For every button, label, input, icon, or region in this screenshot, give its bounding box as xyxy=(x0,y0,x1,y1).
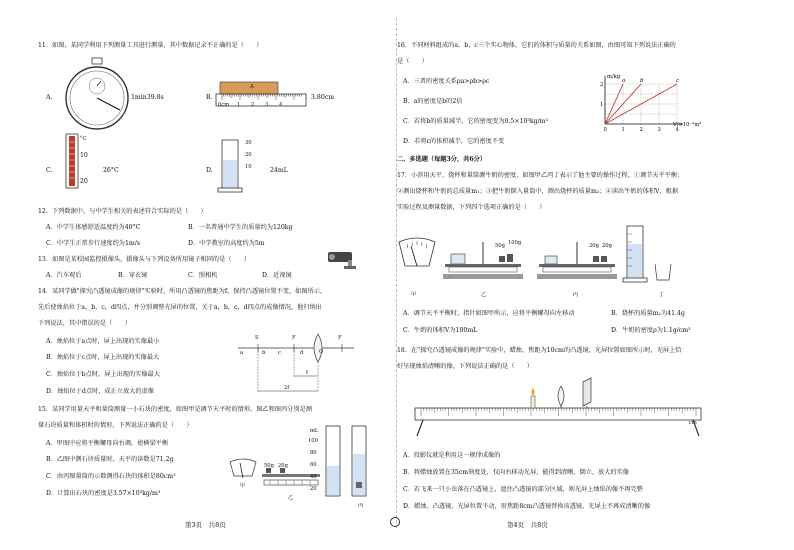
right-footer: 第4页 共8页 xyxy=(507,521,548,529)
chart-x-tick-1: 1 xyxy=(621,127,625,133)
cyl-15-tick-60: 60 xyxy=(310,462,317,468)
ruler-block-label: A xyxy=(250,84,254,90)
q11-option-b-value: 3.80cm xyxy=(311,94,335,101)
q16-stem-line2: 是（ ） xyxy=(397,58,428,65)
q11-option-d-label: D. xyxy=(206,167,213,174)
chart-x-tick-3: 3 xyxy=(657,127,661,133)
cyl-d-tick-10: 10 xyxy=(245,164,252,170)
chart-y-tick-2: 2 xyxy=(600,82,604,88)
ruler-tick-3: 3 xyxy=(265,102,269,108)
q17-balance-bing xyxy=(535,232,619,282)
q17-fig-jia: 甲 xyxy=(411,292,417,298)
lens-point-d: d xyxy=(300,350,304,356)
q12-option-d: D．中学教室的高度约为5m xyxy=(188,240,265,247)
q11-option-a-label: A. xyxy=(46,94,53,101)
lens-point-a: a xyxy=(240,350,244,356)
q17-stem-line2: ②测出烧杯和牛奶的总质量m₁；③把牛奶倒入量筒中，测出烧杯的质量m₂；④读出牛奶的体积V，根据 xyxy=(397,188,679,195)
balance-pointer-scale xyxy=(228,458,258,480)
q17-fig-bing: 丙 xyxy=(573,292,579,298)
lens-point-b: b xyxy=(262,350,266,356)
q15-option-d: D．计算出石块的密度是3.57×10³kg/m³ xyxy=(46,490,161,497)
q13-option-d: D．近视镜 xyxy=(262,272,292,279)
q16-option-a: A．三者的密度关系ρa>ρb>ρc xyxy=(403,78,490,85)
q17-cylinder-and-beaker xyxy=(623,224,675,286)
chart-y-label: m/kg xyxy=(607,74,621,80)
q17-pointer-scale xyxy=(397,236,437,272)
cyl-15-tick-80: 80 xyxy=(310,450,317,456)
q15-option-a: A．甲图中应将平衡螺母向右调，使横梁平衡 xyxy=(46,440,169,447)
cyl-d-tick-30: 30 xyxy=(245,140,252,146)
cyl-d-tick-20: 20 xyxy=(245,152,252,158)
q15-option-c: C．由丙图量筒的示数测得石块的体积是80cm³ xyxy=(46,473,176,480)
stopwatch-figure xyxy=(58,58,138,138)
lens-label-f-dim: f xyxy=(306,370,308,376)
q17-weight-20g-b: 20g xyxy=(602,243,612,249)
q11-option-c-label: C. xyxy=(46,167,53,174)
lens-axis-diagram xyxy=(236,332,356,402)
q18-stem: 18．在"探究凸透镜成像的规律"实验中，蜡烛、焦距为10cm的凸透镜、光屏位置如图所示时，光屏上恰 xyxy=(397,347,682,354)
q12-option-c: C．中学生正常步行速度约为1m/s xyxy=(46,240,141,247)
fig-jia-label: 甲 xyxy=(240,483,246,489)
q17-weight-20g-a: 20g xyxy=(589,243,599,249)
ruler-tick-1: 1 xyxy=(237,102,241,108)
q12-option-a: A．中学生体感舒适温度约为40°C xyxy=(46,224,141,231)
q11-stem: 11．如图，某同学利用下列测量工具进行测量，其中数据记录不正确的是（ ） xyxy=(38,42,263,49)
lens-label-f-left: F xyxy=(292,335,296,341)
q11-option-a-value: 1min39.8s xyxy=(131,94,164,101)
lens-label-o: O xyxy=(319,349,324,355)
q17-stem-line3: 实验过程及测量数据，下列四个选项正确的是（ ） xyxy=(397,204,546,211)
q14-option-a: A．烛焰位于a点时，屏上出现的实像最小 xyxy=(46,338,160,345)
q17-option-b: B．烧杯的质量m₂为41.4g xyxy=(611,310,685,317)
q18-option-a: A．投影仪就是利用这一规律成像的 xyxy=(403,452,501,459)
graduated-cylinders-15 xyxy=(322,424,372,502)
q11-option-d-value: 24mL xyxy=(270,167,288,174)
chart-x-tick-2: 2 xyxy=(639,127,643,133)
lens-label-s: S xyxy=(255,335,259,341)
weight-20g: 20g xyxy=(278,463,288,469)
q13-option-c: C．照相机 xyxy=(188,272,218,279)
thermometer-tick-20: 20 xyxy=(80,178,88,185)
q14-option-b: B．烛焰位于c点时，屏上出现的实像最大 xyxy=(46,354,160,361)
q11-option-b-label: B. xyxy=(206,94,213,101)
chart-x-label: V/×10⁻³m³ xyxy=(673,122,702,128)
mass-volume-chart xyxy=(597,72,702,134)
lens-label-2f-dim: 2f xyxy=(284,385,290,391)
left-footer: 第3页 共8页 xyxy=(185,521,226,529)
q13-option-b: B．穿衣镜 xyxy=(118,272,148,279)
q14-option-c: C．烛焰位于b点时，屏上出现的实像最大 xyxy=(46,371,160,378)
q14-option-d: D．烛焰位于d点时，成正立放大的虚像 xyxy=(46,388,154,395)
q17-weight-100g: 100g xyxy=(508,240,522,246)
chart-series-c-label: c xyxy=(676,78,680,84)
cyl-15-unit: mL xyxy=(310,428,319,434)
q12-option-b: B．一名普通中学生的质量约为120kg xyxy=(188,224,293,231)
q13-stem: 13．如图是某校园监控摄像头，摄像头与下列设备所用镜子相同的是（ ） xyxy=(38,256,251,263)
q18-option-c: C．若飞来一只小虫落在凸透镜上，遮住凸透镜的部分区域，则光屏上烛焰的像不再完整 xyxy=(403,486,643,493)
right-page xyxy=(397,0,794,550)
q12-stem: 12．下列数据中，与中学生相关的表述符合实际的是（ ） xyxy=(38,208,207,215)
q17-option-c: C．牛奶的体积V为100mL xyxy=(403,327,478,334)
lens-point-c: c xyxy=(278,350,281,356)
fig-yi-label: 乙 xyxy=(288,495,294,501)
q16-stem: 16．不同材料组成的a、b、c三个实心物体，它们的体积与质量的关系如图，由图可知下列说法正确的 xyxy=(397,42,676,49)
q15-stem: 15．某同学用量天平和量筒测量一小石块的密度，如图甲是调节天平时的情形，图乙和图丙分别是测 xyxy=(38,406,312,413)
q16-option-d: D．若将c的体积减半，它的密度不变 xyxy=(403,138,505,145)
thermometer-unit: °C xyxy=(80,136,87,142)
q16-option-c: C．若将b的质量减半，它的密度变为0.5×10³kg/m³ xyxy=(403,118,549,125)
ruler-tick-2: 2 xyxy=(251,102,255,108)
chart-x-tick-4: 4 xyxy=(675,127,679,133)
ruler-tick-4: 4 xyxy=(279,102,283,108)
cyl-15-tick-40: 40 xyxy=(310,474,317,480)
chart-series-b-label: b xyxy=(640,78,644,84)
q17-fig-yi: 乙 xyxy=(481,292,487,298)
ruler-figure xyxy=(216,80,311,110)
camera-icon xyxy=(326,248,360,270)
q18-stem-line2: 好呈现烛焰清晰的像，下列说法正确的是（ ） xyxy=(397,363,534,370)
section-multiple-choice: 二、多选题（每题3分，共6分） xyxy=(397,156,487,163)
thermometer-figure xyxy=(64,132,80,190)
weight-50g: 50g xyxy=(264,463,274,469)
optical-bench-diagram xyxy=(411,378,707,444)
q18-option-b: B．将蜡烛放置在35cm刻度处，仅向右移动光屏，能得到清晰、倒立、放大的实像 xyxy=(403,469,629,476)
lens-label-f-right: F xyxy=(338,335,342,341)
thermometer-tick-10: 10 xyxy=(80,152,88,159)
ruler-tick-0: 0cm xyxy=(218,102,230,108)
chart-series-a-label: a xyxy=(622,78,626,84)
q18-option-d: D．蜡烛、凸透镜、光屏位置不动，用焦距8cm凸透镜替换该透镜，光屏上不再成清晰的像 xyxy=(403,503,651,510)
q17-option-a: A．调节天平平衡时，指针如图甲所示，应将平衡螺母向左移动 xyxy=(403,310,575,317)
cyl-15-tick-100: 100 xyxy=(308,438,318,444)
fig-bing-label: 丙 xyxy=(358,503,364,509)
q17-fig-ding: 丁 xyxy=(659,292,665,298)
bench-unit: cm xyxy=(689,420,697,426)
q17-option-d: D．牛奶的密度ρ为1.1g/cm³ xyxy=(611,327,691,334)
chart-x-tick-0: 0 xyxy=(603,127,607,133)
chart-y-tick-1: 1 xyxy=(600,102,604,108)
q15-option-b: B．乙图中测石块质量时，天平的读数是71.2g xyxy=(46,456,174,463)
cyl-15-tick-20: 20 xyxy=(310,486,317,492)
q17-stem: 17．小滨用天平、烧杯和量筒测牛奶的密度，如图甲乙丙丁表示了他主要的操作过程，①调节天平平衡； xyxy=(397,172,684,179)
q17-weight-50g: 50g xyxy=(495,243,505,249)
q13-option-a: A．汽车观后 xyxy=(46,272,82,279)
q11-option-c-value: 26°C xyxy=(103,167,119,174)
q14-stem-line2: 先后使烛焰位于a，b，c，d四点，并分别调整光屏的位置，关于a，b，c，d四点的成像情况，他归纳出 xyxy=(38,304,322,311)
q15-stem-line2: 量石块质量和体积时的情形，下列说法正确的是（ ） xyxy=(38,422,193,429)
graduated-cylinder-d-figure xyxy=(218,138,244,194)
q14-stem: 14．某同学做"探究凸透镜成像的规律"实验时，所用凸透镜的焦距为f，保持凸透镜位置不变，如图所示， xyxy=(38,288,327,295)
q16-option-b: B．a的密度是b的2倍 xyxy=(403,98,463,105)
q14-stem-line3: 下列说法，其中错误的是（ ） xyxy=(38,320,131,327)
